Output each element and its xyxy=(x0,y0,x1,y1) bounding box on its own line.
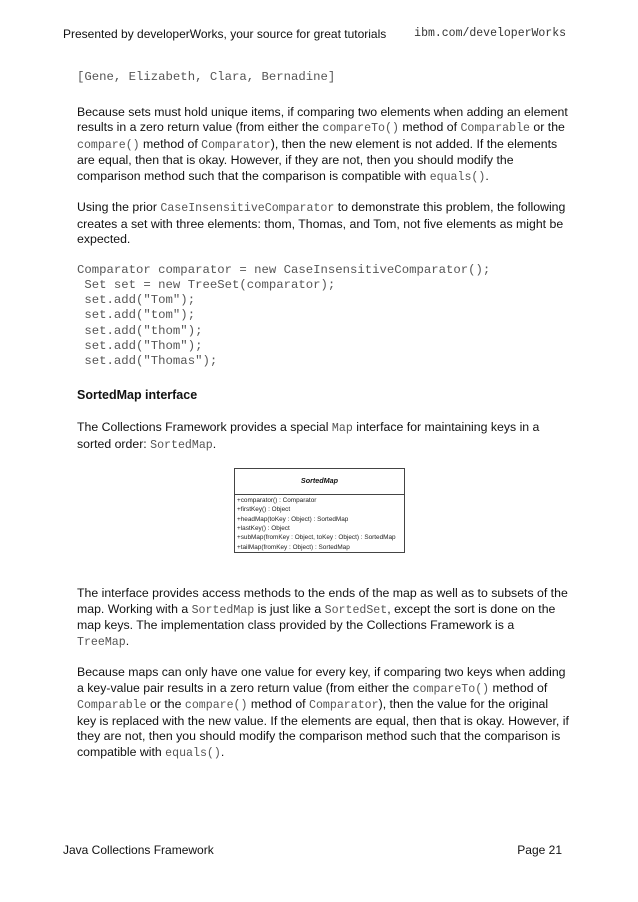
paragraph-access-methods xyxy=(77,586,569,650)
code-inline: SortedSet xyxy=(324,603,388,617)
code-inline: compare() xyxy=(184,699,248,713)
code-inline: Comparator xyxy=(201,138,271,152)
text: to demonstrate this problem, the following creates a set with three elements: thom, Thomas, and Tom, not five elements as might be expected. xyxy=(77,200,566,246)
code-block xyxy=(77,263,569,370)
text: ), then the new element is not added. If the elements are equal, then that is okay. However, if they are not, then you should modify the comparison method such that the comparison is compatible with xyxy=(77,136,558,183)
paragraph-map-keys xyxy=(77,665,569,761)
section-heading: SortedMap interface xyxy=(77,387,198,402)
text: The interface provides access methods to the ends of the map as well as to subsets of the map. Working with a xyxy=(77,586,568,616)
text: . xyxy=(220,744,225,759)
uml-operation: +tailMap(fromKey : Object) : SortedMap xyxy=(237,543,350,551)
code-inline: Map xyxy=(331,422,353,436)
text: . xyxy=(485,168,489,183)
uml-operation: +firstKey() : Object xyxy=(237,506,291,514)
text: Because maps can only have one value for every key, if comparing two keys when adding a key-value pair results in a zero return value (from either the xyxy=(77,665,566,695)
code-inline: SortedMap xyxy=(191,603,255,617)
text: Using the prior xyxy=(77,200,161,214)
uml-class-box xyxy=(234,468,405,553)
code-inline: equals() xyxy=(165,746,221,760)
text: method of xyxy=(247,697,310,712)
header-url: ibm.com/developerWorks xyxy=(414,27,566,40)
code-inline: Comparator xyxy=(309,699,379,713)
code-line: set.add("thom"); xyxy=(77,323,203,338)
text: . xyxy=(125,633,130,648)
uml-diagram-area xyxy=(77,468,569,560)
text: or the xyxy=(146,697,185,712)
page-number: Page 21 xyxy=(517,843,562,857)
uml-operations xyxy=(235,495,404,552)
text: The Collections Framework provides a special xyxy=(77,420,332,435)
text: method of xyxy=(398,120,461,134)
paragraph-sortedmap-intro xyxy=(77,420,569,453)
text: is just like a xyxy=(254,601,325,616)
code-line: Comparator comparator = new CaseInsensitiveComparator(); xyxy=(77,262,491,277)
text: interface for maintaining keys in a sorted order: xyxy=(77,420,540,451)
code-inline: Comparable xyxy=(77,699,147,713)
code-inline: TreeMap xyxy=(77,635,126,649)
code-line: Set set = new TreeSet(comparator); xyxy=(77,277,336,292)
uml-operation: +comparator() : Comparator xyxy=(237,497,317,505)
code-inline: compareTo() xyxy=(322,122,399,135)
uml-operation: +headMap(toKey : Object) : SortedMap xyxy=(237,515,349,523)
code-line: set.add("tom"); xyxy=(77,308,196,323)
uml-class-name: SortedMap xyxy=(235,469,404,495)
header-title: Presented by developerWorks, your source for great tutorials xyxy=(63,27,387,41)
set-output: [Gene, Elizabeth, Clara, Bernadine] xyxy=(77,70,336,84)
text: Because sets must hold unique items, if comparing two elements when adding an element results in a zero return value (from either the xyxy=(77,104,568,134)
code-line: set.add("Thomas"); xyxy=(77,354,218,369)
code-inline: SortedMap xyxy=(150,438,213,452)
text: method of xyxy=(139,136,202,151)
code-inline: compareTo() xyxy=(412,682,490,696)
uml-operation: +lastKey() : Object xyxy=(237,524,290,532)
uml-operation: +subMap(fromKey : Object, toKey : Object) : SortedMap xyxy=(237,534,396,542)
code-line: set.add("Thom"); xyxy=(77,338,203,353)
text: . xyxy=(212,436,217,451)
code-line: set.add("Tom"); xyxy=(77,293,196,308)
code-inline: compare() xyxy=(77,138,140,152)
code-inline: Comparable xyxy=(460,122,531,135)
text: method of xyxy=(489,680,548,695)
code-inline: CaseInsensitiveComparator xyxy=(160,202,335,215)
code-inline: equals() xyxy=(429,170,486,184)
text: ), then the value for the original key is replaced with the new value. If the elements are equal, then that is okay. However, if they are not, then you should modify the comparison method such that the comparison is compatible with xyxy=(77,697,569,759)
footer-title: Java Collections Framework xyxy=(63,843,214,857)
text: or the xyxy=(530,120,565,134)
paragraph-comparator-example xyxy=(77,200,569,248)
page-content xyxy=(77,70,569,776)
paragraph-unique-items xyxy=(77,105,569,186)
text: , except the sort is done on the map keys. The implementation class provided by the Collections Framework is a xyxy=(77,601,556,633)
